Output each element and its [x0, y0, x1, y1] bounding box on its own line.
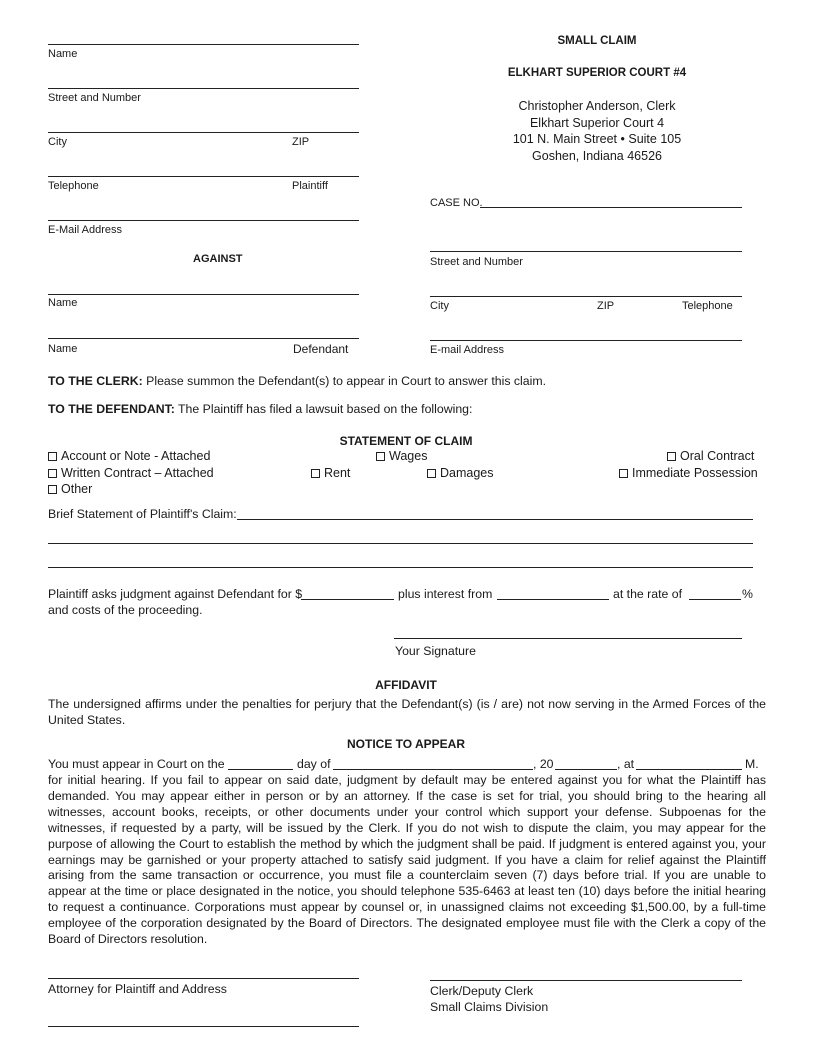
plaintiff-street-label: Street and Number — [48, 92, 141, 104]
plaintiff-email-label: E-Mail Address — [48, 224, 122, 236]
checkbox-box[interactable] — [311, 469, 320, 478]
defendant-zip-label: ZIP — [597, 300, 615, 312]
interest-from-line[interactable] — [497, 599, 609, 600]
notice-line1-e: M. — [745, 757, 759, 771]
checkbox-oral-contract[interactable]: Oral Contract — [667, 449, 754, 463]
to-defendant-text: The Plaintiff has filed a lawsuit based on the following: — [178, 402, 473, 416]
appear-month-line[interactable] — [333, 769, 533, 770]
judgment-part1: Plaintiff asks judgment against Defendant for $ — [48, 587, 303, 601]
affidavit-heading: AFFIDAVIT — [375, 678, 437, 692]
defendant-city-line[interactable] — [430, 296, 742, 297]
case-no-label: CASE NO. — [430, 197, 483, 209]
to-clerk-line — [48, 374, 546, 388]
appear-date-line[interactable] — [228, 769, 293, 770]
interest-rate-line[interactable] — [689, 599, 741, 600]
division-label: Small Claims Division — [430, 1000, 549, 1014]
defendant-name2-line[interactable] — [48, 338, 359, 339]
checkbox-box[interactable] — [48, 452, 57, 461]
plaintiff-city-label: City — [48, 136, 67, 148]
form-title: SMALL CLAIM — [557, 35, 637, 47]
defendant-name1-line[interactable] — [48, 294, 359, 295]
plaintiff-telephone-label: Telephone — [48, 180, 99, 192]
notice-line1-d: , at — [617, 757, 635, 771]
checkbox-other[interactable]: Other — [48, 482, 92, 496]
signature-line[interactable] — [394, 638, 742, 639]
clerk-name: Christopher Anderson, Clerk — [518, 99, 676, 113]
notice-line1-b: day of — [297, 757, 331, 771]
city-address: Goshen, Indiana 46526 — [532, 148, 662, 163]
checkbox-damages[interactable]: Damages — [427, 466, 494, 480]
notice-line1-c: , 20 — [533, 757, 554, 771]
checkbox-box[interactable] — [427, 469, 436, 478]
court-line: Elkhart Superior Court 4 — [529, 115, 665, 130]
judgment-line2: and costs of the proceeding. — [48, 603, 203, 617]
street-address: 101 N. Main Street • Suite 105 — [512, 132, 682, 146]
checkbox-box[interactable] — [667, 452, 676, 461]
defendant-name2-label: Name — [48, 343, 78, 355]
checkbox-rent[interactable]: Rent — [311, 466, 350, 480]
plaintiff-name-line[interactable] — [48, 44, 359, 45]
appear-year-line[interactable] — [555, 769, 617, 770]
affidavit-text: The undersigned affirms under the penalties for perjury that the Defendant(s) (is / are) not now serving in the Armed Forces of the United States. — [48, 697, 766, 727]
plaintiff-name-label: Name — [48, 48, 78, 60]
defendant-street-label: Street and Number — [430, 256, 523, 268]
defendant-role-label: Defendant — [293, 342, 349, 356]
plaintiff-role-label: Plaintiff — [292, 180, 328, 192]
notice-heading: NOTICE TO APPEAR — [346, 737, 465, 751]
defendant-email-label: E-mail Address — [430, 344, 504, 356]
checkbox-account-note[interactable]: Account or Note - Attached — [48, 449, 210, 463]
attorney-line[interactable] — [48, 978, 359, 979]
checkbox-box[interactable] — [619, 469, 628, 478]
defendant-name1-label: Name — [48, 297, 78, 309]
clerk-label: Clerk/Deputy Clerk — [430, 984, 534, 998]
notice-body: for initial hearing. If you fail to appear on said date, judgment by default may be entered against you for what the Plaintiff has demanded. You may appear either in person or by an attorney. If the case is set for trial, you should bring to the hearing all witnesses, account books, receipts, or other documents under your control which support your defense. Subpoenas for the witnesses, if requested by a party, will be issued by the Clerk. If you do not wish to dispute the claim, you may appear for the purpose of allowing the Court to establish the method by which the judgment shall be paid. If judgment is entered against you, your earnings may be garnished or your property attached to satisfy said judgment. If you have a claim for relief against the Plaintiff arising from the same transaction or occurrence, you must file a counterclaim seven (7) days before trial. If you are unable to appear at the time or place designated in the notice, you should telephone 535-6463 at least ten (10) days before the initial hearing to request a continuance. Corporations must appear by counsel or, in unassigned claims not exceeding $1,500.00, by a full-time employee of the corporation designated by the Board of Directors. The designated employee must file with the Clerk a copy of the Board of Directors resolution. — [48, 773, 766, 947]
defendant-telephone-label: Telephone — [682, 300, 733, 312]
defendant-city-label: City — [430, 300, 449, 312]
plaintiff-street-line[interactable] — [48, 88, 359, 89]
attorney-address-line[interactable] — [48, 1026, 359, 1027]
brief-statement-label: Brief Statement of Plaintiff's Claim: — [48, 507, 237, 521]
to-clerk-label: TO THE CLERK: — [48, 374, 143, 388]
court-name: ELKHART SUPERIOR COURT #4 — [507, 67, 687, 79]
plaintiff-zip-label: ZIP — [292, 136, 310, 148]
case-no-line[interactable] — [480, 207, 742, 208]
checkbox-written-contract[interactable]: Written Contract – Attached — [48, 466, 214, 480]
to-defendant-line — [48, 402, 472, 416]
plaintiff-telephone-line[interactable] — [48, 176, 359, 177]
attorney-label: Attorney for Plaintiff and Address — [48, 982, 227, 996]
defendant-street-line[interactable] — [430, 251, 742, 252]
court-address-block — [430, 98, 764, 164]
to-defendant-label: TO THE DEFENDANT: — [48, 402, 175, 416]
judgment-amount-line[interactable] — [301, 599, 394, 600]
plaintiff-email-line[interactable] — [48, 220, 359, 221]
against-label: AGAINST — [193, 253, 243, 265]
defendant-email-line[interactable] — [430, 340, 742, 341]
checkbox-immediate-possession[interactable]: Immediate Possession — [619, 466, 758, 480]
checkbox-box[interactable] — [48, 485, 57, 494]
judgment-part3: at the rate of — [613, 587, 683, 601]
clerk-signature-line[interactable] — [430, 980, 742, 981]
brief-statement-line-2[interactable] — [48, 543, 753, 544]
plaintiff-city-line[interactable] — [48, 132, 359, 133]
judgment-percent: % — [742, 587, 753, 601]
appear-time-line[interactable] — [636, 769, 742, 770]
to-clerk-text: Please summon the Defendant(s) to appear in Court to answer this claim. — [146, 374, 546, 388]
checkbox-wages[interactable]: Wages — [376, 449, 427, 463]
checkbox-box[interactable] — [48, 469, 57, 478]
brief-statement-line-3[interactable] — [48, 567, 753, 568]
checkbox-box[interactable] — [376, 452, 385, 461]
notice-line1-a: You must appear in Court on the — [48, 757, 225, 771]
statement-heading: STATEMENT OF CLAIM — [339, 434, 473, 448]
signature-label: Your Signature — [395, 644, 476, 658]
brief-statement-line-1[interactable] — [237, 519, 753, 520]
judgment-part2: plus interest from — [398, 587, 493, 601]
